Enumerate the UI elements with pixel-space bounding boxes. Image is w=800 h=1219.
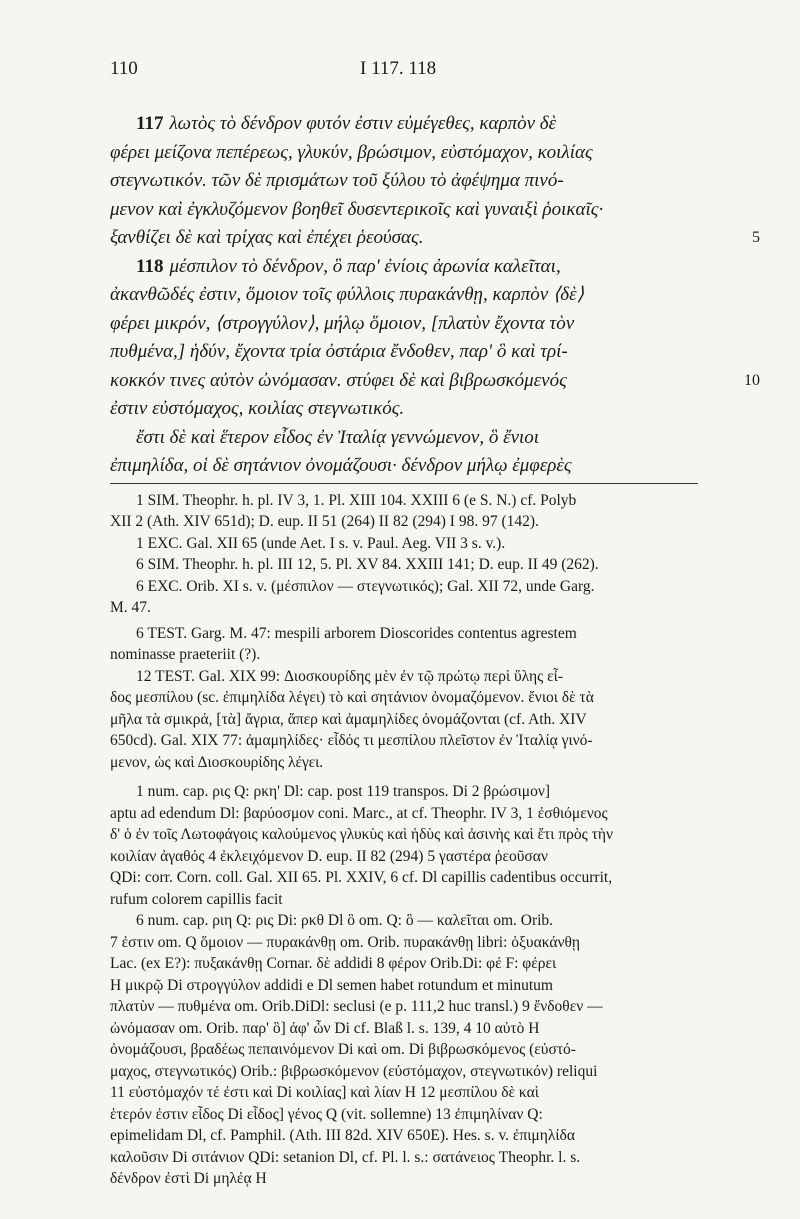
line-text: πυθμένα,] ἡδύν, ἔχοντα τρία ὀστάρια ἔνδοθεν, παρ' ὃ καὶ τρί- bbox=[110, 341, 568, 362]
note-line: XII 2 (Ath. XIV 651d); D. eup. II 51 (264) II 82 (294) I 98. 97 (142). bbox=[110, 513, 539, 530]
line-text: στεγνωτικόν. τῶν δὲ πρισμάτων τοῦ ξύλου τὸ ἀφέψημα πινό- bbox=[110, 170, 564, 191]
page-number: 110 bbox=[110, 58, 138, 79]
note-line: M. 47. bbox=[110, 599, 151, 616]
note-line: 11 εὐστόμαχόν τέ ἐστι καὶ Di κοιλίας] καὶ λίαν H 12 μεσπίλου δὲ καὶ bbox=[110, 1084, 539, 1101]
chapter-reference: I 117. 118 bbox=[360, 58, 437, 79]
line-text: λωτὸς τὸ δένδρον φυτόν ἐστιν εὐμέγεθες, καρπὸν δὲ bbox=[169, 113, 557, 134]
entry-number: 118 bbox=[136, 255, 164, 277]
note-line: πλατὺν — πυθμένα om. Orib.DiDl: seclusi (e p. 111,2 huc transl.) 9 ἔνδοθεν — bbox=[110, 998, 603, 1015]
note-line: μαχος, στεγνωτικός) Orib.: βιβρωσκόμενον (εὐστόμαχον, στεγνωτικόν) reliqui bbox=[110, 1062, 598, 1080]
text-line bbox=[110, 452, 760, 481]
note-line: 12 TEST. Gal. XIX 99: Διοσκουρίδης μὲν ἐν τῷ πρώτῳ περὶ ὕλης εἶ- bbox=[136, 667, 564, 685]
note-line: 6 EXC. Orib. XI s. v. (μέσπιλον — στεγνωτικός); Gal. XII 72, unde Garg. bbox=[136, 577, 595, 595]
entry-number: 117 bbox=[136, 113, 164, 134]
note-line: nominasse praeteriit (?). bbox=[110, 646, 261, 663]
note-line: 6 TEST. Garg. M. 47: mespili arborem Dioscorides contentus agrestem bbox=[136, 624, 577, 642]
note-line: 1 num. cap. ρις Q: ρκη' Dl: cap. post 119 transpos. Di 2 βρώσιμον] bbox=[136, 783, 550, 800]
note-line: 6 SIM. Theophr. h. pl. III 12, 5. Pl. XV 84. XXIII 141; D. eup. II 49 (262). bbox=[136, 556, 599, 573]
line-text: ξανθίζει δὲ καὶ τρίχας καὶ ἐπέχει ῥεούσας. bbox=[110, 227, 424, 248]
main-text bbox=[110, 110, 760, 481]
text-line bbox=[110, 367, 760, 396]
note-line: δ' ὁ ἐν τοῖς Λωτοφάγοις καλούμενος γλυκὺς καὶ ἡδὺς καὶ ἀσινὴς καὶ ἔτι πρὸς τὴν bbox=[110, 826, 613, 843]
note-line: 7 ἐστιν om. Q ὅμοιον — πυρακάνθῃ om. Orib. πυρακάνθῃ libri: ὀξυακάνθῃ bbox=[110, 933, 581, 951]
note-line: ὀνομάζουσι, βραδέως πεπαινόμενον Di καὶ om. Di βιβρωσκόμενος (εὐστό- bbox=[110, 1041, 576, 1058]
line-text: μενον καὶ ἐγκλυζόμενον βοηθεῖ δυσεντερικοῖς καὶ γυναιξὶ ῥοικαῖς· bbox=[110, 198, 604, 220]
note-line: 1 EXC. Gal. XII 65 (unde Aet. I s. v. Paul. Aeg. VII 3 s. v.). bbox=[136, 534, 506, 552]
text-line bbox=[110, 281, 760, 310]
note-line: epimelidam Dl, cf. Pamphil. (Ath. III 82d. XIV 650E). Hes. s. v. ἐπιμηλίδα bbox=[110, 1127, 575, 1144]
line-text: μέσπιλον τὸ δένδρον, ὃ παρ' ἐνίοις ἀρωνία καλεῖται, bbox=[169, 255, 561, 277]
note-line: 6 num. cap. ριη Q: ρις Di: ρκθ Dl ὃ om. Q: ὃ — καλεῖται om. Orib. bbox=[136, 912, 554, 929]
note-line: rufum colorem capillis facit bbox=[110, 890, 283, 908]
note-line: μενον, ὡς καὶ Διοσκουρίδης λέγει. bbox=[110, 753, 324, 771]
line-text: κοκκόν τινες αὐτὸν ὠνόμασαν. στύφει δὲ καὶ βιβρωσκόμενός bbox=[110, 369, 567, 391]
note-line: δένδρον ἐστὶ Di μηλέᾳ H bbox=[110, 1170, 267, 1187]
line-text: ἔστι δὲ καὶ ἕτερον εἶδος ἐν Ἰταλίᾳ γεννώμενον, ὃ ἔνιοι bbox=[136, 426, 540, 448]
text-line bbox=[110, 224, 760, 253]
text-line bbox=[110, 167, 760, 196]
note-line: μῆλα τὰ σμικρά, [τὰ] ἄγρια, ἅπερ καὶ ἀμαμηλίδες ὀνομάζονται (cf. Ath. XIV bbox=[110, 710, 587, 728]
line-text: φέρει μείζονα πεπέρεως, γλυκύν, βρώσιμον, εὐστόμαχον, κοιλίας bbox=[110, 141, 593, 163]
line-number: 10 bbox=[744, 371, 760, 389]
note-line: δος μεσπίλου (sc. ἐπιμηλίδα λέγει) τὸ καὶ σητάνιον ὀνομαζόμενον. ἔνιοι δὲ τὰ bbox=[110, 689, 594, 706]
critical-apparatus bbox=[110, 781, 760, 1190]
note-line: Lac. (ex E?): πυξακάνθῃ Cornar. δὲ addidi 8 φέρον Orib.Di: φέ F: φέρει bbox=[110, 955, 557, 972]
line-text: ἐπιμηλίδα, οἱ δὲ σητάνιον ὀνομάζουσι· δένδρον μήλῳ ἐμφερὲς bbox=[110, 455, 572, 476]
text-line bbox=[110, 196, 760, 225]
note-line: καλοῦσιν Di σιτάνιον QDi: setanion Dl, cf. Pl. l. s.: σατάνειος Theophr. l. s. bbox=[110, 1148, 581, 1166]
line-text: ἐστιν εὐστόμαχος, κοιλίας στεγνωτικός. bbox=[110, 398, 405, 419]
text-line bbox=[110, 139, 760, 168]
note-line: ἑτερόν ἐστιν εἶδος Di εἶδος] γένος Q (vit. sollemne) 13 ἐπιμηλίναν Q: bbox=[110, 1105, 543, 1123]
text-line bbox=[110, 310, 760, 339]
note-line: κοιλίαν ἀγαθός 4 ἐκλειχόμενον D. eup. II 82 (294) 5 γαστέρα ῥεοῦσαν bbox=[110, 847, 548, 865]
note-line: 650cd). Gal. XIX 77: ἀμαμηλίδες· εἶδός τι μεσπίλου πλεῖστον ἐν Ἰταλίᾳ γινό- bbox=[110, 732, 593, 749]
divider-rule bbox=[110, 483, 698, 484]
sources-block bbox=[110, 490, 760, 774]
note-line: aptu ad edendum Dl: βαρύοσμον coni. Marc., at cf. Theophr. IV 3, 1 ἐσθιόμενος bbox=[110, 804, 608, 822]
line-number: 5 bbox=[752, 229, 760, 246]
text-line bbox=[110, 253, 760, 282]
note-line: H μικρῷ Di στρογγύλον addidi e Dl semen habet rotundum et minutum bbox=[110, 976, 553, 994]
line-text: φέρει μικρόν, ⟨στρογγύλον⟩, μήλῳ ὅμοιον, [πλατὺν ἔχοντα τὸν bbox=[110, 312, 575, 334]
note-line: ὠνόμασαν om. Orib. παρ' ὃ] ἀφ' ὧν Di cf. Blaß l. s. 139, 4 10 αὐτὸ H bbox=[110, 1019, 540, 1037]
text-line bbox=[110, 424, 760, 453]
text-line bbox=[110, 338, 760, 367]
line-text: ἀκανθῶδές ἐστιν, ὅμοιον τοῖς φύλλοις πυρακάνθῃ, καρπὸν ⟨δὲ⟩ bbox=[110, 284, 585, 305]
note-line: QDi: corr. Corn. coll. Gal. XII 65. Pl. XXIV, 6 cf. Dl capillis cadentibus occurrit, bbox=[110, 869, 613, 886]
text-line bbox=[110, 395, 760, 424]
running-head bbox=[110, 58, 760, 94]
note-line: 1 SIM. Theophr. h. pl. IV 3, 1. Pl. XIII 104. XXIII 6 (e S. N.) cf. Polyb bbox=[136, 491, 577, 509]
text-line bbox=[110, 110, 760, 139]
